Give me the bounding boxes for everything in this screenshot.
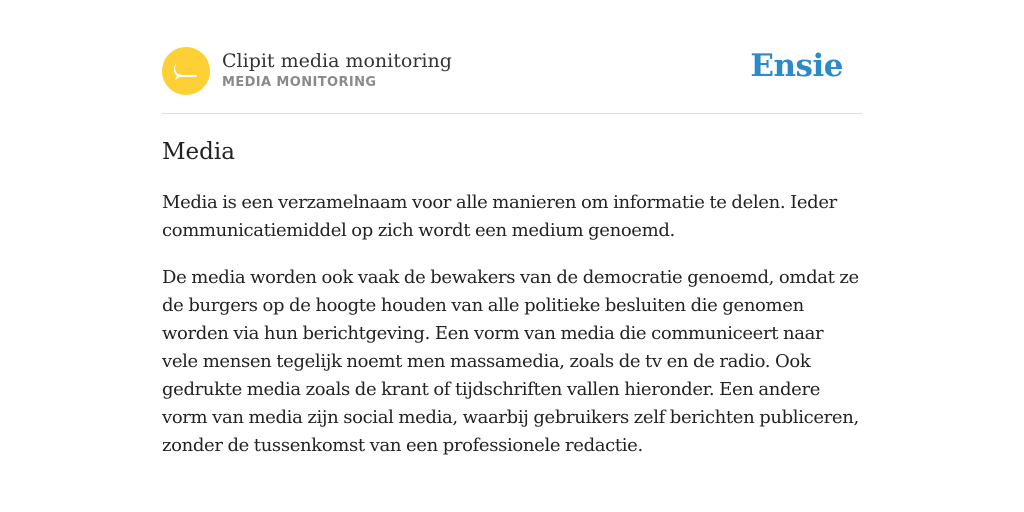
speech-bubble-icon	[172, 60, 200, 82]
author-subtitle: MEDIA MONITORING	[222, 75, 377, 90]
article-card	[162, 44, 862, 460]
author-identity	[222, 50, 452, 92]
article-header	[162, 44, 862, 98]
article-title: Media	[162, 139, 235, 165]
article-paragraph-2: De media worden ook vaak de bewakers van de democratie genoemd, omdat ze de burgers op de hoogte houden van alle politieke besluiten die genomen worden via hun berichtgeving. Een vorm van media die communiceert naar vele mensen tegelijk noemt men massamedia, zoals de tv en de radio. Ook gedrukte media zoals de krant of tijdschriften vallen hieronder. Een andere vorm van media zijn social media, waarbij gebruikers zelf berichten publiceren, zonder de tussenkomst van een professionele redactie.	[162, 267, 859, 456]
avatar[interactable]	[162, 47, 210, 95]
header-divider	[162, 113, 862, 114]
article-paragraph-1: Media is een verzamelnaam voor alle manieren om informatie te delen. Ieder communicatiemiddel op zich wordt een medium genoemd.	[162, 192, 837, 241]
brand-logo[interactable]: Ensie	[750, 48, 843, 84]
author-name[interactable]: Clipit media monitoring	[222, 50, 452, 72]
